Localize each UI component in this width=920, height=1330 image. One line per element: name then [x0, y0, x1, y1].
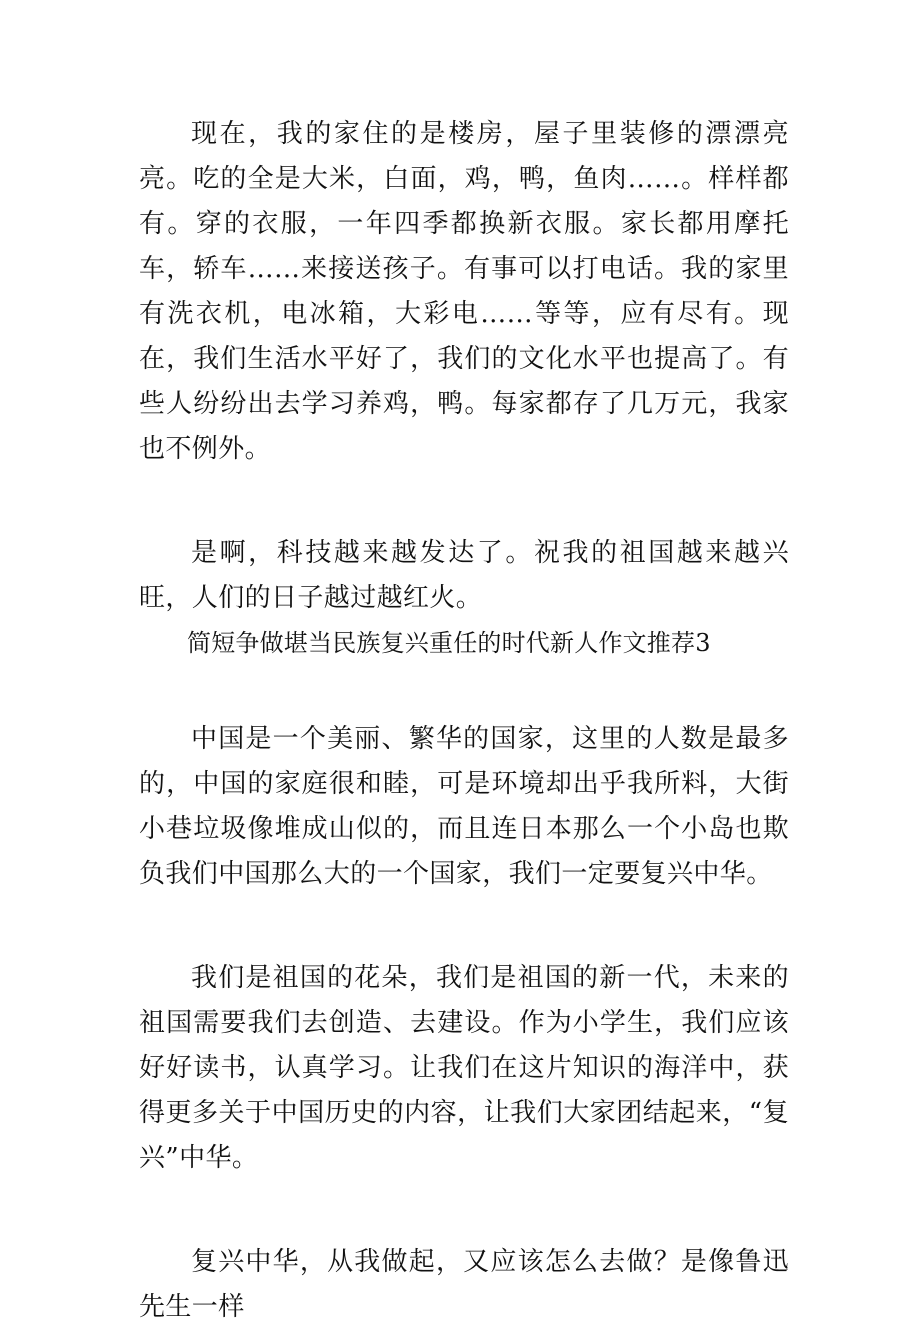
paragraph-new-generation: 我们是祖国的花朵，我们是祖国的新一代，未来的祖国需要我们去创造、去建设。作为小学生，我们应该好好读书，认真学习。让我们在这片知识的海洋中，获得更多关于中国历史的内容，让我们大家团结起来，“复兴”中华。 [139, 963, 789, 1173]
document-body [139, 112, 789, 1330]
paragraph-china-intro: 中国是一个美丽、繁华的国家，这里的人数是最多的，中国的家庭很和睦，可是环境却出乎我所料，大街小巷垃圾像堆成山似的，而且连日本那么一个小岛也欺负我们中国那么大的一个国家，我们一定要复兴中华。 [139, 724, 789, 889]
section-heading: 简短争做堪当民族复兴重任的时代新人作文推荐3 [187, 629, 711, 657]
paragraph-technology: 是啊，科技越来越发达了。祝我的祖国越来越兴旺，人们的日子越过越红火。 [139, 538, 789, 613]
paragraph-living-conditions: 现在，我的家住的是楼房，屋子里装修的漂漂亮亮。吃的全是大米，白面，鸡，鸭，鱼肉……。样样都有。穿的衣服，一年四季都换新衣服。家长都用摩托车，轿车……来接送孩子。有事可以打电话。我的家里有洗衣机，电冰箱，大彩电……等等，应有尽有。现在，我们生活水平好了，我们的文化水平也提高了。有些人纷纷出去学习养鸡，鸭。每家都存了几万元，我家也不例外。 [139, 119, 789, 464]
paragraph-revive-china: 复兴中华，从我做起，又应该怎么去做？是像鲁迅先生一样 [139, 1247, 789, 1322]
